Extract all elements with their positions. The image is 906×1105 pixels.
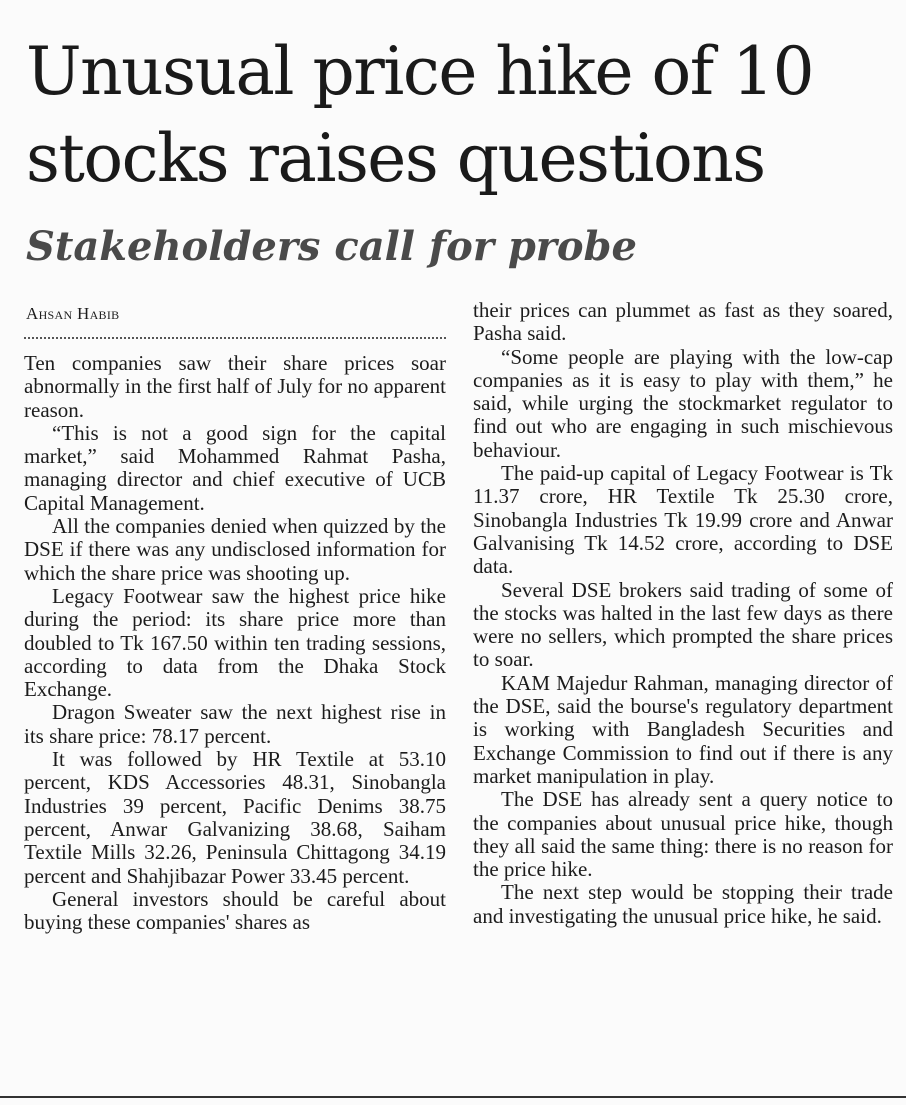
- right-column: [473, 299, 893, 928]
- paragraph: “Some people are playing with the low-cap companies as it is easy to play with them,” he said, while urging the stockmarket regulator to find out who are engaging in such mischievous behaviour.: [473, 344, 893, 462]
- paragraph: All the companies denied when quizzed by the DSE if there was any undisclosed information for which the share price was shooting up.: [24, 514, 446, 585]
- headline: Unusual price hike of 10 stocks raises questions: [26, 33, 814, 197]
- paragraph: KAM Majedur Rahman, managing director of the DSE, said the bourse's regulatory department is working with Bangladesh Securities and Exchange Commission to find out if there is any market manipulation in play.: [473, 670, 893, 788]
- left-column: [24, 352, 446, 934]
- paragraph: The next step would be stopping their trade and investigating the unusual price hike, he said.: [473, 880, 893, 928]
- byline-divider: [24, 337, 446, 339]
- paragraph: their prices can plummet as fast as they soared, Pasha said.: [473, 298, 893, 346]
- paragraph: “This is not a good sign for the capital market,” said Mohammed Rahmat Pasha, managing director and chief executive of UCB Capital Management.: [24, 420, 446, 515]
- subheadline: Stakeholders call for probe: [26, 223, 637, 270]
- paragraph: Dragon Sweater saw the next highest rise in its share price: 78.17 percent.: [24, 700, 446, 748]
- paragraph: Ten companies saw their share prices soar abnormally in the first half of July for no apparent reason.: [24, 351, 446, 422]
- paragraph: Several DSE brokers said trading of some of the stocks was halted in the last few days as there were no sellers, which prompted the share prices to soar.: [473, 577, 893, 672]
- byline: Ahsan Habib: [26, 304, 120, 323]
- bottom-rule: [0, 1096, 906, 1098]
- paragraph: The paid-up capital of Legacy Footwear is Tk 11.37 crore, HR Textile Tk 25.30 crore, Sinobangla Industries Tk 19.99 crore and Anwar Galvanising Tk 14.52 crore, according to DSE data.: [473, 461, 893, 579]
- paragraph: General investors should be careful about buying these companies' shares as: [24, 886, 446, 935]
- paragraph: It was followed by HR Textile at 53.10 percent, KDS Accessories 48.31, Sinobangla Industries 39 percent, Pacific Denims 38.75 percent, Anwar Galvanizing 38.68, Saiham Textile Mills 32.26, Peninsula Chittagong 34.19 percent and Shahjibazar Power 33.45 percent.: [24, 747, 446, 888]
- paragraph: Legacy Footwear saw the highest price hike during the period: its share price more than doubled to Tk 167.50 within ten trading sessions, according to data from the Dhaka Stock Exchange.: [24, 583, 446, 702]
- paragraph: The DSE has already sent a query notice to the companies about unusual price hike, though they all said the same thing: there is no reason for the price hike.: [473, 787, 893, 882]
